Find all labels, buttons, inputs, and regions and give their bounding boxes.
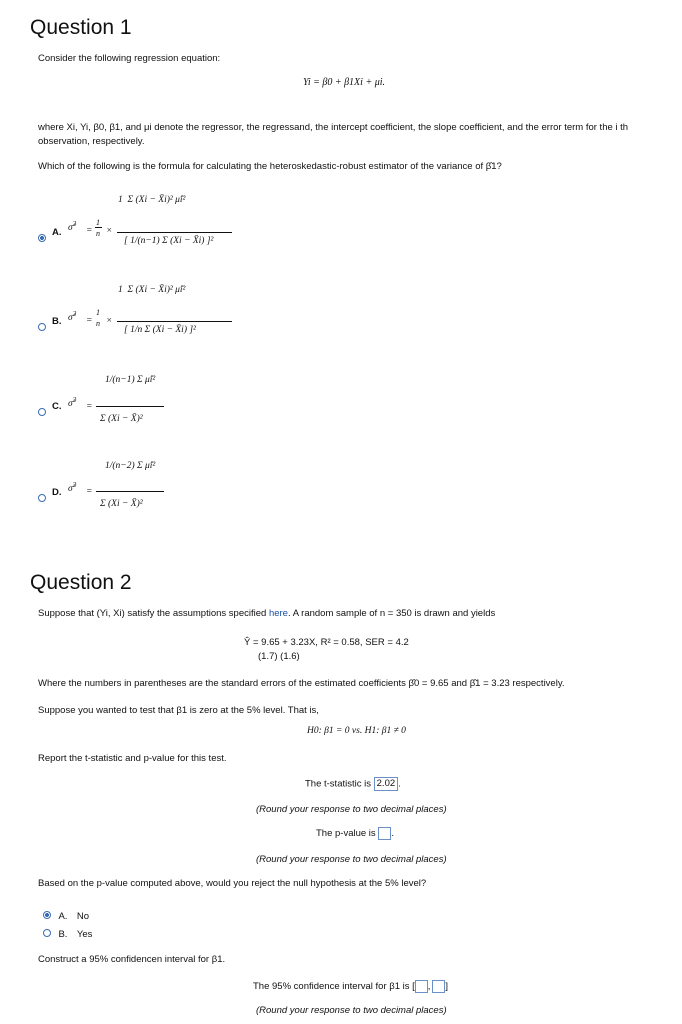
- ci-lower-input[interactable]: [415, 980, 428, 993]
- t-stat-row: The t-statistic is 2.02 .: [305, 778, 401, 790]
- here-link[interactable]: here: [268, 608, 288, 619]
- option-c-denominator: Σ (Xi − X̄)²: [100, 414, 143, 424]
- reject-option-b[interactable]: B. Yes: [43, 924, 92, 942]
- option-d-radio[interactable]: [38, 489, 46, 507]
- q1-intro: Consider the following regression equation:: [38, 53, 221, 64]
- q1-question: Which of the following is the formula for calculating the heteroskedastic-robust estimator of the variance of β̂1?: [38, 161, 502, 172]
- option-d-denominator: Σ (Xi − X̄)²: [100, 499, 143, 509]
- q2-regression-equation: Ŷ = 9.65 + 3.23X, R² = 0.58, SER = 4.2: [244, 637, 409, 648]
- q2-intro: Suppose that (Yi, Xi) satisfy the assumptions specified here. A random sample of n = 350 is drawn and yields: [38, 608, 496, 619]
- round-note-1: (Round your response to two decimal places): [256, 804, 447, 815]
- p-value-row: The p-value is .: [316, 828, 394, 840]
- option-a-denominator: [ 1/(n−1) Σ (Xi − X̄i) ]²: [124, 236, 214, 246]
- option-c-numerator: 1/(n−1) Σ μ̂i²: [105, 375, 156, 385]
- t-stat-input[interactable]: 2.02: [374, 777, 399, 791]
- ci-upper-input[interactable]: [432, 980, 445, 993]
- option-b-denominator: [ 1/n Σ (Xi − X̄i) ]²: [124, 325, 196, 335]
- q2-ci-question: Construct a 95% confidencen interval for β1.: [38, 954, 226, 965]
- q1-where-line1: where Xi, Yi, β0, β1, and μi denote the regressor, the regressand, the intercept coefficient, the slope coefficient, and the error term for the i th: [38, 122, 629, 133]
- question-1-title: Question 1: [30, 16, 132, 39]
- q1-equation: Yi = β0 + β1Xi + μi.: [303, 77, 385, 88]
- option-b-label: B.: [52, 316, 62, 327]
- p-value-input[interactable]: [378, 827, 391, 840]
- ci-row: The 95% confidence interval for β1 is [ , ]: [253, 981, 449, 993]
- option-c-radio[interactable]: [38, 403, 46, 421]
- q2-se-note: Where the numbers in parentheses are the standard errors of the estimated coefficients β̂0 = 9.65 and β̂1 = 3.23 respectively.: [38, 678, 565, 689]
- option-b-radio[interactable]: [38, 318, 46, 336]
- q2-hypothesis: H0: β1 = 0 vs. H1: β1 ≠ 0: [307, 726, 406, 736]
- option-b-numerator: 1 Σ (Xi − X̄i)² μ̂i²: [118, 285, 186, 295]
- option-d-numerator: 1/(n−2) Σ μ̂i²: [105, 461, 156, 471]
- q2-report: Report the t-statistic and p-value for this test.: [38, 753, 227, 764]
- q1-where-line2: observation, respectively.: [38, 136, 145, 147]
- option-a-label: A.: [52, 227, 62, 238]
- reject-option-a[interactable]: A. No: [43, 906, 89, 924]
- option-a-radio[interactable]: [38, 229, 46, 247]
- q2-test-text: Suppose you wanted to test that β1 is zero at the 5% level. That is,: [38, 705, 319, 716]
- option-a-numerator: 1 Σ (Xi − X̄i)² μ̂i²: [118, 195, 186, 205]
- question-2-title: Question 2: [30, 571, 132, 594]
- q2-standard-errors: (1.7) (1.6): [258, 651, 300, 662]
- option-d-label: D.: [52, 487, 62, 498]
- round-note-2: (Round your response to two decimal places): [256, 854, 447, 865]
- round-note-3: (Round your response to two decimal places): [256, 1005, 447, 1016]
- q2-reject-question: Based on the p-value computed above, would you reject the null hypothesis at the 5% level?: [38, 878, 427, 889]
- option-c-label: C.: [52, 401, 62, 412]
